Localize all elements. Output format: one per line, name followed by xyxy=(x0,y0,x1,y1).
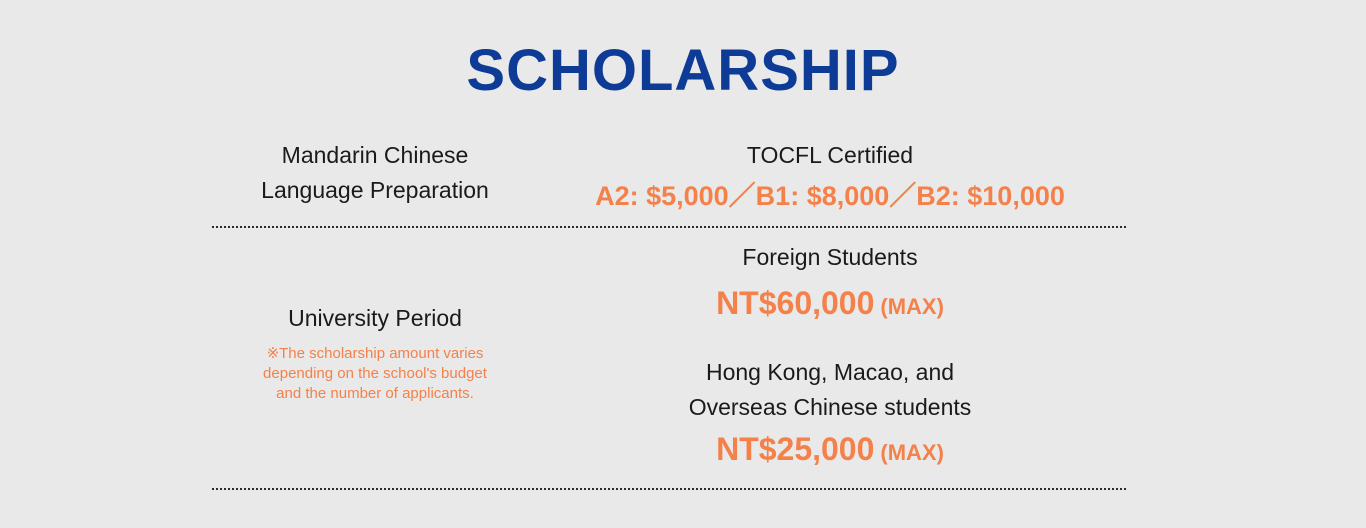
overseas-students-heading-line1: Hong Kong, Macao, and xyxy=(705,359,955,385)
mandarin-prep-label-line1: Mandarin Chinese xyxy=(281,142,469,168)
foreign-students-heading: Foreign Students xyxy=(742,244,918,270)
scholarship-note xyxy=(175,344,575,404)
row-divider-1 xyxy=(212,226,1126,228)
overseas-students-amount-line xyxy=(530,429,1130,469)
scholarship-note-line2: depending on the school's budget xyxy=(263,365,487,382)
university-period-heading: University Period xyxy=(288,305,462,331)
foreign-students-max: (MAX) xyxy=(880,294,944,319)
scholarship-note-line3: and the number of applicants. xyxy=(276,385,474,402)
mandarin-prep-label xyxy=(175,138,575,208)
page-title: SCHOLARSHIP xyxy=(466,38,900,103)
tocfl-heading: TOCFL Certified xyxy=(746,142,914,168)
overseas-students-section xyxy=(530,355,1130,469)
foreign-students-section xyxy=(530,240,1130,323)
row-divider-2 xyxy=(212,488,1126,490)
scholarship-note-line1: ※The scholarship amount varies xyxy=(266,345,484,362)
tocfl-section xyxy=(530,138,1130,214)
tocfl-prices: A2: $5,000／B1: $8,000／B2: $10,000 xyxy=(595,181,1065,211)
overseas-students-heading-line2: Overseas Chinese students xyxy=(688,394,972,420)
mandarin-prep-label-line2: Language Preparation xyxy=(261,177,489,203)
foreign-students-amount: NT$60,000 xyxy=(716,285,875,321)
university-period-section xyxy=(175,301,575,404)
foreign-students-amount-line xyxy=(530,283,1130,323)
overseas-students-amount: NT$25,000 xyxy=(716,431,875,467)
overseas-students-max: (MAX) xyxy=(880,440,944,465)
